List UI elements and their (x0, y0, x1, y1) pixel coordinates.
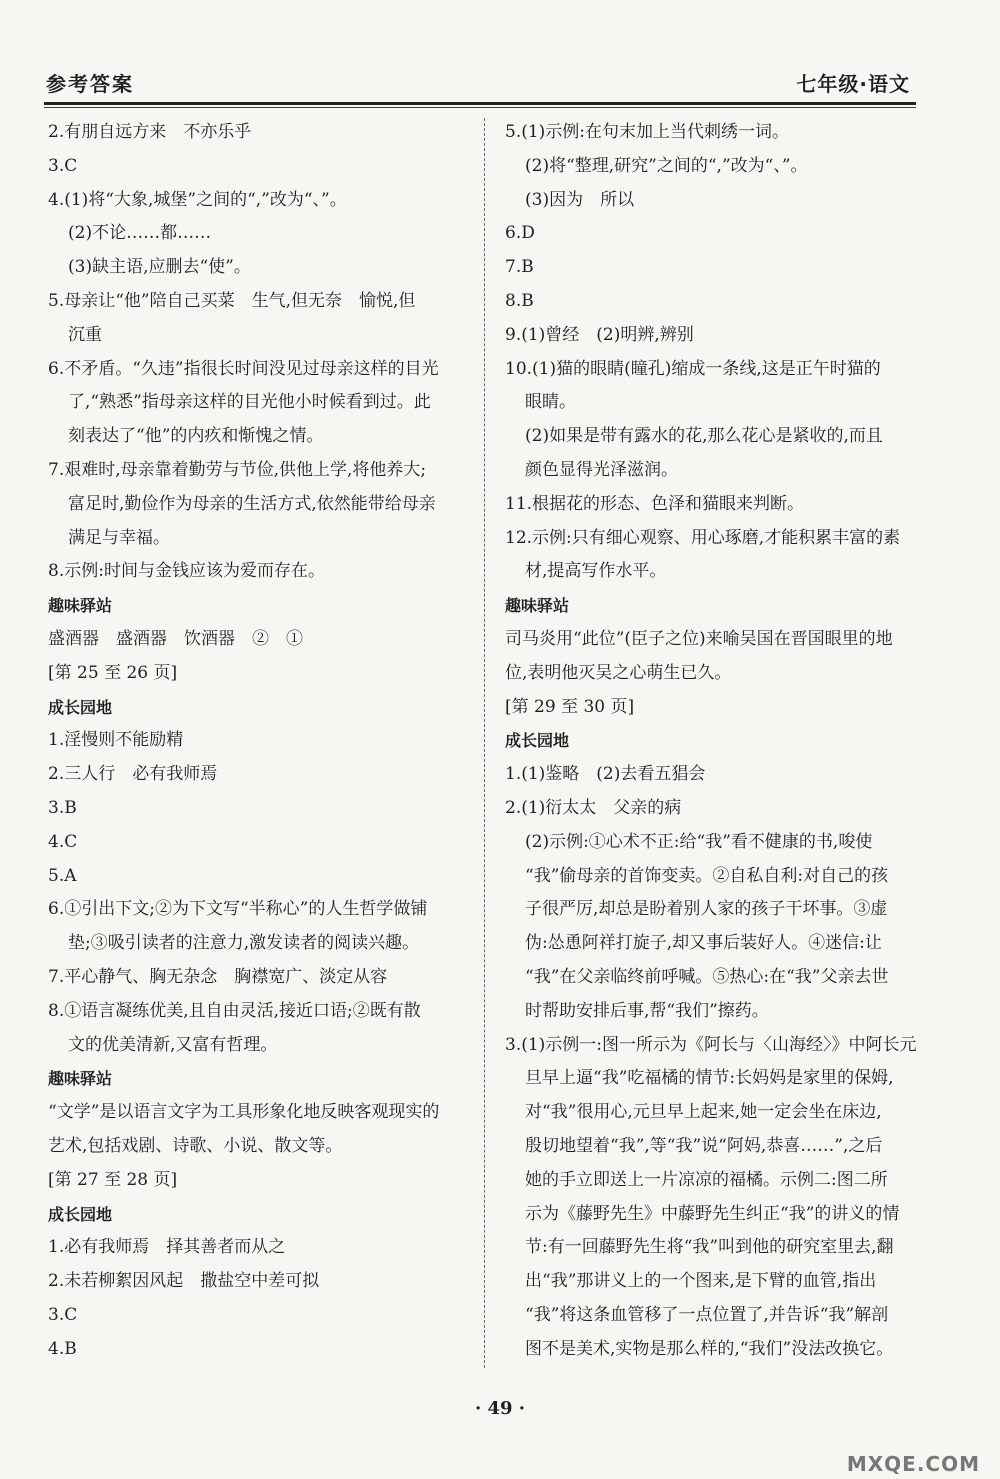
answer-line: 11.根据花的形态、色泽和猫眼来判断。 (505, 493, 805, 514)
answer-line: 9.(1)曾经 (2)明辨,辨别 (505, 324, 694, 345)
answer-line: 2.三人行 必有我师焉 (48, 764, 218, 785)
answer-line: 司马炎用“此位”(臣子之位)来喻吴国在晋国眼里的地 (505, 628, 893, 649)
answer-line: (2)如果是带有露水的花,那么花心是紧收的,而且 (525, 426, 883, 447)
answer-line: 旦早上逼“我”吃福橘的情节:长妈妈是家里的保姆, (525, 1068, 894, 1089)
answer-line: “我”将这条血管移了一点位置了,并告诉“我”解剖 (525, 1304, 889, 1325)
answer-line: 7.艰难时,母亲靠着勤劳与节俭,供他上学,将他养大; (48, 459, 427, 480)
answer-line: (2)将“整理,研究”之间的“,”改为“、”。 (525, 155, 808, 176)
header-rule-thin (44, 107, 916, 108)
answer-line: 7.B (505, 257, 534, 278)
answer-line: 图不是美术,实物是那么样的,“我们”没法改换它。 (525, 1338, 894, 1359)
answer-line: 颜色显得光泽滋润。 (525, 459, 678, 480)
section-heading: 成长园地 (505, 731, 570, 751)
answer-line: 富足时,勤俭作为母亲的生活方式,依然能带给母亲 (68, 493, 436, 514)
answer-line: 殷切地望着“我”,等“我”说“阿妈,恭喜……”,之后 (525, 1135, 883, 1156)
answer-line: 5.(1)示例:在句末加上当代刺绣一词。 (505, 122, 790, 142)
answer-line: 8.①语言凝练优美,且自由灵活,接近口语;②既有散 (48, 1000, 421, 1021)
page-number: · 49 · (474, 1398, 526, 1419)
answer-line: 伪:怂恿阿祥打旋子,却又事后装好人。④迷信:让 (525, 933, 882, 954)
header-rule (44, 102, 916, 105)
answer-line: [第 27 至 28 页] (48, 1169, 178, 1190)
answer-line: 4.B (48, 1338, 77, 1359)
section-heading: 成长园地 (48, 1204, 113, 1224)
answer-line: 了,“熟悉”指母亲这样的目光他小时候看到过。此 (68, 392, 431, 413)
answer-line: 5.A (48, 865, 77, 886)
answer-line: 4.C (48, 831, 78, 852)
section-heading: 趣味驿站 (48, 1069, 113, 1089)
answer-line: 8.B (505, 290, 534, 311)
answer-line: 3.C (48, 155, 78, 176)
header-title: 参考答案 (46, 72, 134, 96)
answer-line: 时帮助安排后事,帮“我们”擦药。 (525, 1000, 769, 1021)
watermark-text: MXQE.COM (846, 1452, 980, 1476)
section-heading: 趣味驿站 (48, 596, 113, 616)
answer-line: 材,提高写作水平。 (525, 561, 667, 582)
answer-line: 6.不矛盾。“久违”指很长时间没见过母亲这样的目光 (48, 358, 439, 379)
answer-line: 4.(1)将“大象,城堡”之间的“,”改为“、”。 (48, 189, 347, 210)
answer-line: 1.(1)鉴略 (2)去看五猖会 (505, 764, 706, 785)
answer-line: 2.(1)衍太太 父亲的病 (505, 797, 682, 818)
answer-line: 1.淫慢则不能励精 (48, 730, 184, 751)
answer-line: 节:有一回藤野先生将“我”叫到他的研究室里去,翻 (525, 1237, 894, 1258)
answer-line: (3)因为 所以 (525, 189, 635, 210)
answer-line: 盛酒器 盛酒器 饮酒器 ② ① (48, 628, 303, 649)
answer-line: 7.平心静气、胸无杂念 胸襟宽广、淡定从容 (48, 966, 388, 987)
answer-line: 示为《藤野先生》中藤野先生纠正“我”的讲义的情 (525, 1203, 900, 1224)
answer-line: “文学”是以语言文字为工具形象化地反映客观现实的 (48, 1102, 440, 1123)
answer-line: 出“我”那讲义上的一个图来,是下臂的血管,指出 (525, 1271, 877, 1292)
answer-line: 满足与幸福。 (68, 527, 170, 548)
watermark-logo (830, 1418, 980, 1476)
answer-line: 文的优美清新,又富有哲理。 (68, 1034, 278, 1055)
answer-line: 2.有朋自远方来 不亦乐乎 (48, 122, 252, 142)
answer-line: “我”在父亲临终前呼喊。⑤热心:在“我”父亲去世 (525, 966, 889, 987)
answer-line: (2)不论……都…… (68, 223, 212, 244)
answer-line: 艺术,包括戏剧、诗歌、小说、散文等。 (48, 1135, 343, 1156)
answer-line: [第 25 至 26 页] (48, 662, 178, 683)
answer-line: 她的手立即送上一片凉凉的福橘。示例二:图二所 (525, 1169, 888, 1190)
answer-line: 3.C (48, 1304, 78, 1325)
answer-line: 3.B (48, 797, 77, 818)
section-heading: 成长园地 (48, 697, 113, 717)
answer-line: 8.示例:时间与金钱应该为爱而存在。 (48, 561, 325, 582)
page-header (44, 68, 916, 102)
answer-line: 5.母亲让“他”陪自己买菜 生气,但无奈 愉悦,但 (48, 290, 416, 311)
answer-line: [第 29 至 30 页] (505, 696, 635, 717)
answer-line: (3)缺主语,应删去“使”。 (68, 257, 251, 278)
answer-line: 位,表明他灭吴之心萌生已久。 (505, 662, 732, 683)
answer-line: 6.①引出下文;②为下文写“半称心”的人生哲学做铺 (48, 899, 428, 920)
left-column (48, 116, 468, 1366)
answer-line: 3.(1)示例一:图一所示为《阿长与〈山海经〉》中阿长元 (505, 1034, 917, 1055)
answer-line: 子很严厉,却总是盼着别人家的孩子干坏事。③虚 (525, 899, 888, 920)
answer-line: 1.必有我师焉 择其善者而从之 (48, 1237, 286, 1258)
column-divider (484, 118, 485, 1368)
section-heading: 趣味驿站 (505, 596, 570, 616)
answer-line: 眼睛。 (525, 392, 576, 413)
answer-line: 2.未若柳絮因风起 撒盐空中差可拟 (48, 1271, 320, 1292)
answer-line: 6.D (505, 223, 535, 244)
answer-line: 沉重 (68, 324, 102, 345)
answer-line: 垫;③吸引读者的注意力,激发读者的阅读兴趣。 (68, 933, 420, 954)
right-column (505, 116, 925, 1366)
header-subject: 七年级·语文 (796, 72, 910, 96)
answer-line: (2)示例:①心术不正:给“我”看不健康的书,唆使 (525, 831, 873, 852)
answer-line: 对“我”很用心,元旦早上起来,她一定会坐在床边, (525, 1102, 882, 1123)
answer-line: “我”偷母亲的首饰变卖。②自私自利:对自己的孩 (525, 865, 889, 886)
answer-line: 刻表达了“他”的内疚和惭愧之情。 (68, 426, 324, 447)
answer-line: 10.(1)猫的眼睛(瞳孔)缩成一条线,这是正午时猫的 (505, 358, 881, 379)
answer-line: 12.示例:只有细心观察、用心琢磨,才能积累丰富的素 (505, 527, 901, 548)
